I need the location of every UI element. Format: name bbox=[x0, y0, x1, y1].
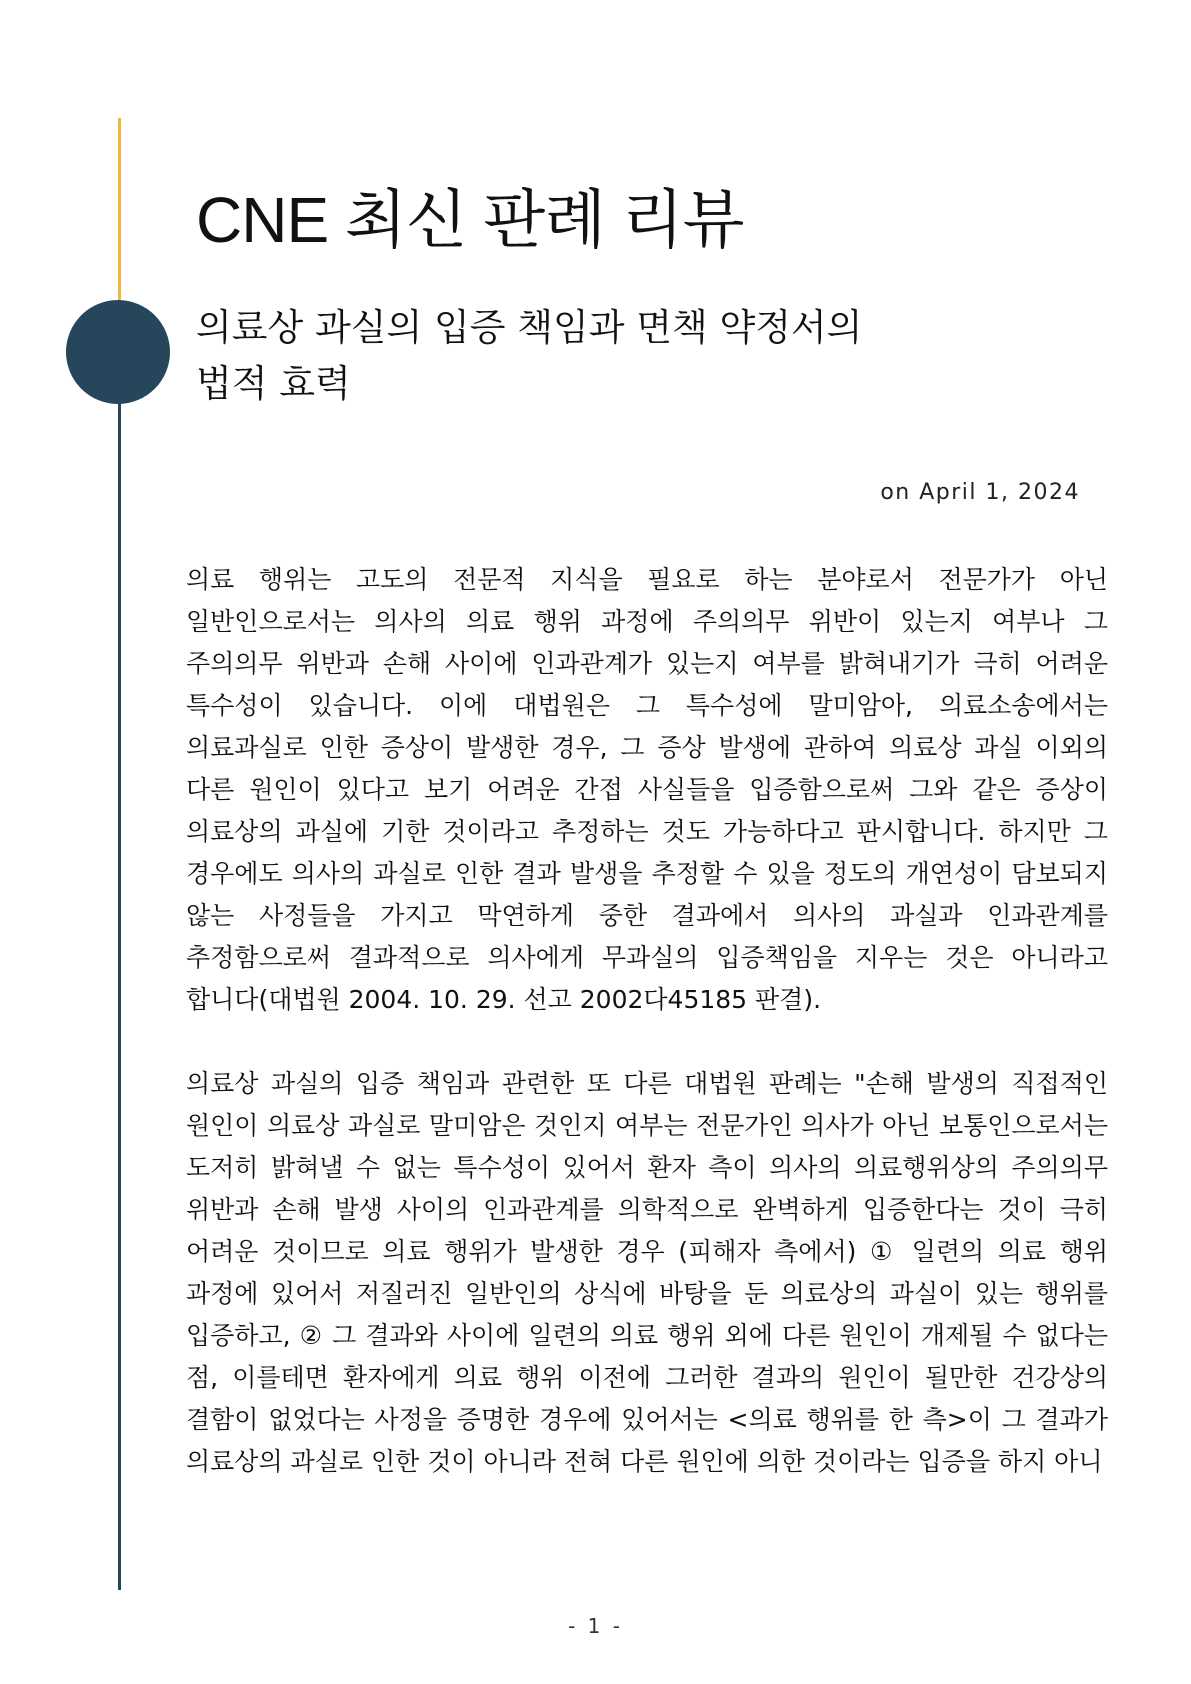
timeline-rail-top bbox=[118, 118, 121, 303]
paragraph-1: 의료 행위는 고도의 전문적 지식을 필요로 하는 분야로서 전문가가 아닌 일반인으로서는 의사의 의료 행위 과정에 주의의무 위반이 있는지 여부나 그 주의의무 위반과 손해 사이에 인과관계가 있는지 여부를 밝혀내기가 극히 어려운 특수성이 있습니다. 이에 대법원은 그 특수성에 말미암아, 의료소송에서는 의료과실로 인한 증상이 발생한 경우, 그 증상 발생에 관하여 의료상 과실 이외의 다른 원인이 있다고 보기 어려운 간접 사실들을 입증함으로써 그와 같은 증상이 의료상의 과실에 기한 것이라고 추정하는 것도 가능하다고 판시합니다. 하지만 그 경우에도 의사의 과실로 인한 결과 발생을 추정할 수 있을 정도의 개연성이 담보되지 않는 사정들을 가지고 막연하게 중한 결과에서 의사의 과실과 인과관계를 추정함으로써 결과적으로 의사에게 무과실의 입증책임을 지우는 것은 아니라고 합니다(대법원 2004. 10. 29. 선고 2002다45185 판결). bbox=[186, 565, 1108, 1014]
subtitle-line-1: 의료상 과실의 입증 책임과 면책 약정서의 bbox=[196, 306, 863, 349]
paragraph-2: 의료상 과실의 입증 책임과 관련한 또 다른 대법원 판례는 "손해 발생의 직접적인 원인이 의료상 과실로 말미암은 것인지 여부는 전문가인 의사가 아닌 보통인으로서는 도저히 밝혀낼 수 없는 특수성이 있어서 환자 측이 의사의 의료행위상의 주의의무 위반과 손해 발생 사이의 인과관계를 의학적으로 완벽하게 입증한다는 것이 극히 어려운 것이므로 의료 행위가 발생한 경우 (피해자 측에서) ① 일련의 의료 행위 과정에 있어서 저질러진 일반인의 상식에 바탕을 둔 의료상의 과실이 있는 행위를 입증하고, ② 그 결과와 사이에 일련의 의료 행위 외에 다른 원인이 개제될 수 없다는 점, 이를테면 환자에게 의료 행위 이전에 그러한 결과의 원인이 될만한 건강상의 결함이 없었다는 사정을 증명한 경우에 있어서는 <의료 행위를 한 측>이 그 결과가 의료상의 과실로 인한 것이 아니라 전혀 다른 원인에 의한 것이라는 입증을 하지 아니 bbox=[186, 1069, 1108, 1476]
article-body bbox=[186, 559, 1108, 1525]
publish-date: on April 1, 2024 bbox=[880, 480, 1080, 505]
subtitle-line-2: 법적 효력 bbox=[196, 362, 351, 405]
page-title: CNE 최신 판례 리뷰 bbox=[196, 184, 744, 256]
page-number: - 1 - bbox=[568, 1614, 623, 1638]
timeline-circle-marker bbox=[66, 300, 170, 404]
subtitle bbox=[196, 300, 956, 412]
timeline-rail-bottom bbox=[118, 400, 121, 1590]
